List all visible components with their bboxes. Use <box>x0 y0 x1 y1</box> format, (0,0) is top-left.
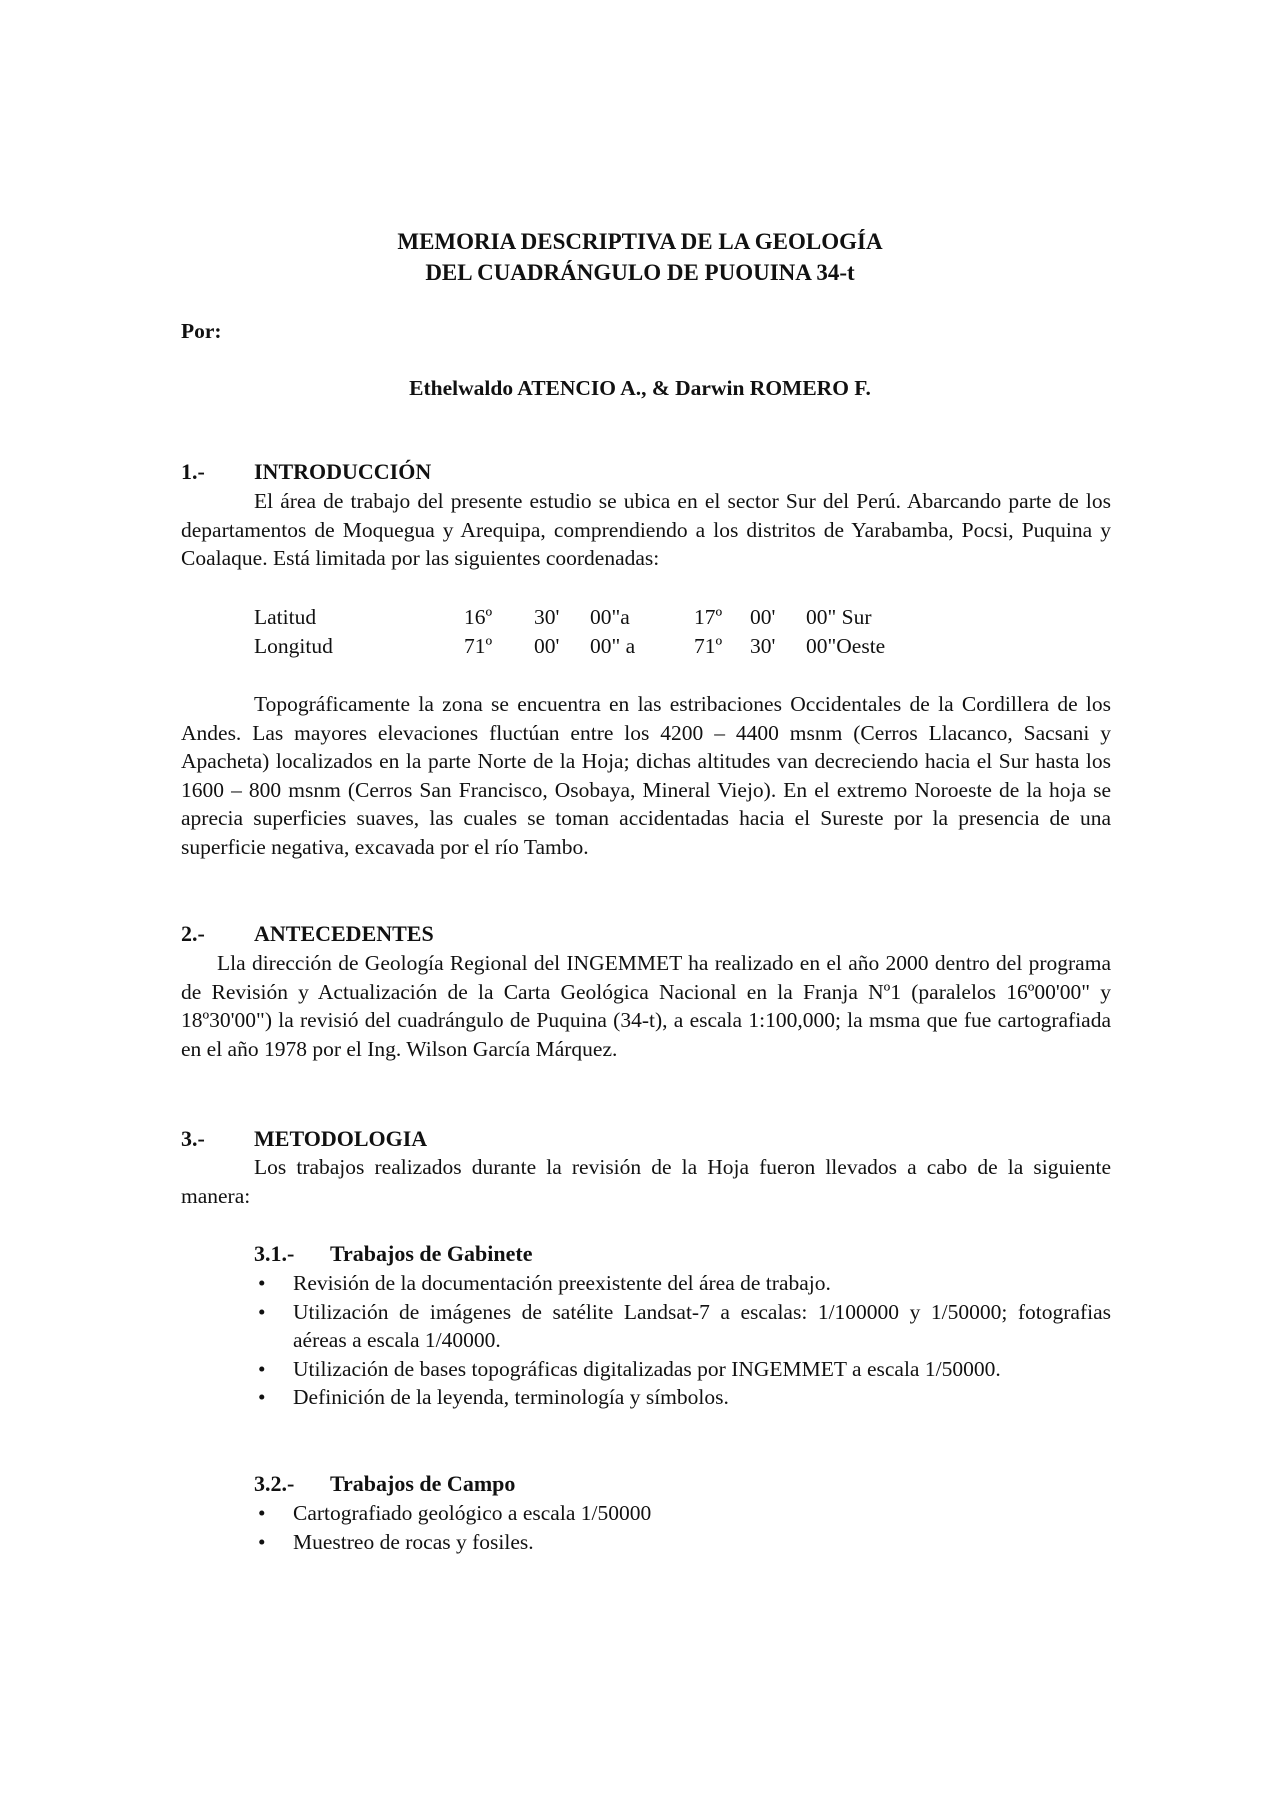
coordinate-value: 16º <box>464 605 493 629</box>
authors: Ethelwaldo ATENCIO A., & Darwin ROMERO F. <box>409 376 871 400</box>
por-label: Por: <box>181 319 222 343</box>
subsection-3-1-title: Trabajos de Gabinete <box>330 1241 533 1266</box>
coordinates-table <box>254 603 885 661</box>
bullet-icon: • <box>258 1299 266 1324</box>
document-title <box>0 226 1280 288</box>
bullet-icon: • <box>258 1385 266 1409</box>
bullet-icon: • <box>258 1501 266 1525</box>
section-3-paragraph-1: Los trabajos realizados durante la revisión de la Hoja fueron llevados a cabo de la siguiente manera: <box>181 1155 1111 1208</box>
list-item: • Utilización de imágenes de satélite Landsat-7 a escalas: 1/100000 y 1/50000; fotografias aéreas a escala 1/40000. <box>258 1299 1111 1352</box>
section-2-number: 2.- <box>181 921 205 946</box>
coordinate-value: 17º <box>694 605 723 629</box>
gabinete-list <box>254 1269 1111 1412</box>
coordinate-value: 00" Sur <box>806 605 872 629</box>
campo-list <box>254 1499 1111 1556</box>
coordinate-label: Latitud <box>254 605 317 629</box>
section-1-title: INTRODUCCIÓN <box>254 459 432 484</box>
section-2-title: ANTECEDENTES <box>254 921 434 946</box>
subsection-3-2-heading <box>254 1470 515 1499</box>
title-line-1: MEMORIA DESCRIPTIVA DE LA GEOLOGÍA <box>397 229 883 254</box>
subsection-3-1-heading <box>254 1240 532 1269</box>
bullet-icon: • <box>258 1356 266 1381</box>
coordinate-value: 00' <box>534 634 560 658</box>
coordinate-value: 00' <box>750 605 776 629</box>
subsection-3-1-number: 3.1.- <box>254 1241 295 1266</box>
bullet-icon: • <box>258 1271 266 1295</box>
coordinate-value: 71º <box>464 634 493 658</box>
section-1-number: 1.- <box>181 459 205 484</box>
bullet-icon: • <box>258 1529 266 1554</box>
section-1-paragraph-2: Topográficamente la zona se encuentra en las estribaciones Occidentales de la Cordillera de los Andes. Las mayores elevaciones fluctúan entre los 4200 – 4400 msnm (Cerros Llacanco, Sacsani y Apacheta) localizados en la parte Norte de la Hoja; dichas altitudes van decreciendo hacia el Sur hasta los 1600 – 800 msnm (Cerros San Francisco, Osobaya, Mineral Viejo). En el extremo Noroeste de la hoja se aprecia superficies suaves, las cuales se toman accidentadas hacia el Sureste por la presencia de una superficie negativa, excavada por el río Tambo. <box>181 692 1111 859</box>
list-item: • Utilización de bases topográficas digitalizadas por INGEMMET a escala 1/50000. <box>254 1355 1111 1384</box>
coordinate-value: 71º <box>694 634 723 658</box>
coordinate-value: 00" a <box>590 634 636 658</box>
list-item: • Definición de la leyenda, terminología y símbolos. <box>254 1383 1111 1412</box>
section-2-heading <box>0 920 1280 950</box>
subsection-3-2-title: Trabajos de Campo <box>330 1471 516 1496</box>
coordinate-value: 00"a <box>590 605 630 629</box>
list-item: • Cartografiado geológico a escala 1/50000 <box>254 1499 1111 1528</box>
section-3-title: METODOLOGIA <box>254 1126 428 1151</box>
subsection-3-2-number: 3.2.- <box>254 1471 295 1496</box>
section-3-number: 3.- <box>181 1126 205 1151</box>
coordinate-value: 30' <box>534 605 560 629</box>
section-1-paragraph-1: El área de trabajo del presente estudio se ubica en el sector Sur del Perú. Abarcando parte de los departamentos de Moquegua y Arequipa, comprendiendo a los distritos de Yarabamba, Pocsi, Puquina y Coalaque. Está limitada por las siguientes coordenadas: <box>181 489 1111 570</box>
coordinate-value: 00"Oeste <box>806 634 886 658</box>
coordinate-row <box>254 603 885 632</box>
section-1-heading <box>0 458 1280 488</box>
section-2-paragraph-1: Lla dirección de Geología Regional del INGEMMET ha realizado en el año 2000 dentro del programa de Revisión y Actualización de la Carta Geológica Nacional en la Franja Nº1 (paralelos 16º00'00" y 18º30'00") la revisió del cuadrángulo de Puquina (34-t), a escala 1:100,000; la msma que fue cartografiada en el año 1978 por el Ing. Wilson García Márquez. <box>181 951 1111 1061</box>
list-item: • Revisión de la documentación preexistente del área de trabajo. <box>254 1269 1111 1298</box>
section-3-heading <box>0 1125 1280 1155</box>
coordinate-value: 30' <box>750 634 776 658</box>
coordinate-row <box>254 632 885 661</box>
list-item: • Muestreo de rocas y fosiles. <box>254 1528 1111 1557</box>
coordinate-label: Longitud <box>254 634 333 658</box>
title-line-2: DEL CUADRÁNGULO DE PUOUINA 34-t <box>425 260 855 285</box>
